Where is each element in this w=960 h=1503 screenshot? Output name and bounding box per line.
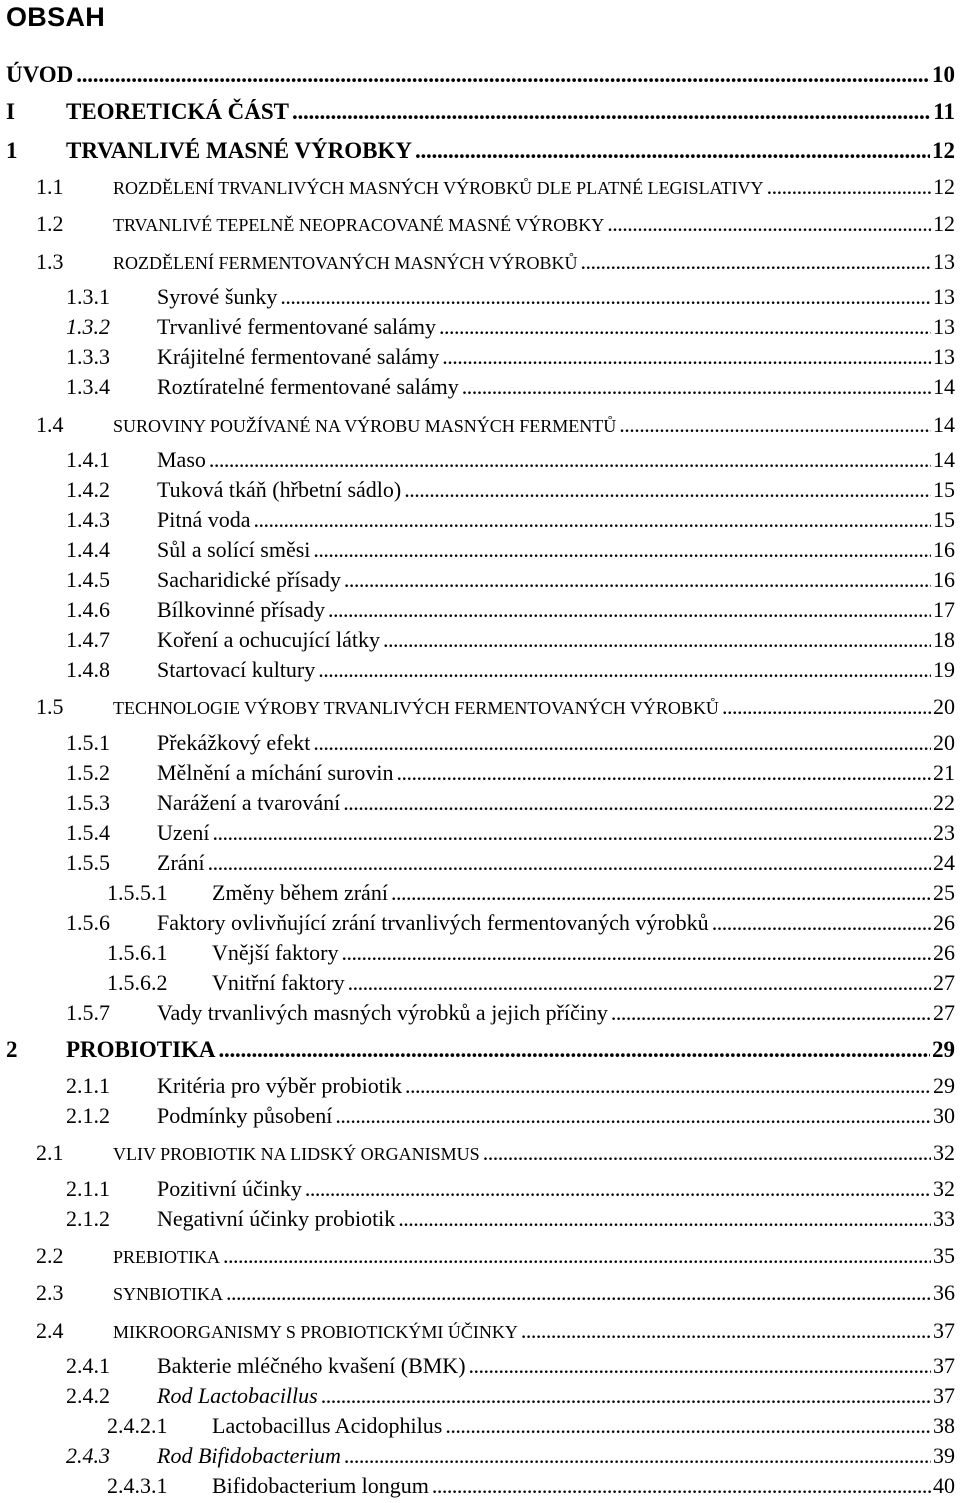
toc-entry-number: 2.3 [36, 1280, 64, 1305]
toc-entry [36, 1318, 955, 1345]
dot-leader [405, 1073, 931, 1099]
toc-entry [36, 1140, 955, 1167]
dot-leader [292, 99, 931, 125]
toc-entry-title: Faktory ovlivňující zrání trvanlivých fermentovaných výrobků [157, 910, 709, 935]
toc-entry [66, 477, 955, 503]
toc-entry-title: ROZDĚLENÍ FERMENTOVANÝCH MASNÝCH VÝROBKŮ [113, 253, 578, 273]
toc-entry-page: 15 [933, 477, 955, 502]
toc-entry-title: Vady trvanlivých masných výrobků a jejich příčiny [157, 1000, 608, 1025]
toc-entry-page: 27 [933, 1000, 955, 1025]
dot-leader [581, 249, 931, 275]
toc-entry [36, 694, 955, 721]
toc-entry-page: 11 [933, 99, 955, 124]
dot-leader [313, 537, 931, 563]
toc-entry-title: Maso [157, 447, 206, 472]
toc-entry-title: Kritéria pro výběr probiotik [157, 1073, 402, 1098]
dot-leader [383, 627, 931, 653]
toc-entry-page: 19 [933, 657, 955, 682]
dot-leader [469, 1353, 931, 1379]
toc-entry [66, 1103, 955, 1129]
dot-leader [254, 507, 932, 533]
dot-leader [521, 1318, 931, 1344]
toc-entry-title: TEORETICKÁ ČÁST [66, 99, 290, 124]
toc-entry-number: 1.5.3 [66, 790, 110, 815]
toc-entry-number: 2.4.3 [66, 1443, 110, 1468]
dot-leader [335, 1103, 931, 1129]
dot-leader [445, 1413, 931, 1439]
dot-leader [76, 62, 930, 88]
toc-entry [66, 507, 955, 533]
toc-entry [36, 412, 955, 439]
toc-entry-page: 14 [933, 374, 955, 399]
toc-entry [107, 1473, 955, 1499]
toc-entry-number: 1.5.4 [66, 820, 110, 845]
toc-entry-page: 12 [933, 174, 955, 199]
toc-entry-page: 38 [933, 1413, 955, 1438]
toc-entry-page: 13 [933, 314, 955, 339]
toc-entry-title: Startovací kultury [157, 657, 316, 682]
toc-entry [36, 211, 955, 238]
dot-leader [223, 1243, 931, 1269]
toc-entry-page: 36 [933, 1280, 955, 1305]
toc-entry [66, 820, 955, 846]
toc-entry-page: 20 [933, 694, 955, 719]
toc-entry-page: 17 [933, 597, 955, 622]
toc-entry [66, 790, 955, 816]
dot-leader [442, 344, 931, 370]
toc-entry-number: 2.4.2.1 [107, 1413, 168, 1438]
toc-entry [66, 1206, 955, 1232]
toc-entry-number: 2.1 [36, 1140, 64, 1165]
toc-entry-number: 1 [6, 138, 18, 163]
toc-entry [66, 537, 955, 563]
toc-entry-number: 2.1.1 [66, 1176, 110, 1201]
toc-entry-page: 29 [932, 1037, 955, 1062]
toc-entry-title: TRVANLIVÉ TEPELNĚ NEOPRACOVANÉ MASNÉ VÝROBKY [113, 215, 605, 235]
toc-entry-number: 1.4.2 [66, 477, 110, 502]
toc-entry-title: Rod Bifidobacterium [157, 1443, 341, 1468]
dot-leader [767, 174, 931, 200]
dot-leader [415, 138, 930, 164]
dot-leader [398, 1206, 931, 1232]
toc-entry-page: 16 [933, 567, 955, 592]
toc-entry-page: 40 [933, 1473, 955, 1498]
dot-leader [208, 850, 931, 876]
toc-entry-title: Lactobacillus Acidophilus [212, 1413, 443, 1438]
toc-entry-page: 37 [933, 1383, 955, 1408]
toc-entry-page: 33 [933, 1206, 955, 1231]
toc-entry [66, 1176, 955, 1202]
dot-leader [341, 940, 931, 966]
toc-entry-number: 2.1.2 [66, 1206, 110, 1231]
toc-entry-page: 12 [932, 138, 955, 163]
toc-entry-title: Podmínky působení [157, 1103, 333, 1128]
toc-entry [107, 970, 955, 996]
dot-leader [318, 657, 931, 683]
toc-entry-number: 1.5.6.1 [107, 940, 168, 965]
toc-entry [6, 1037, 955, 1063]
toc-entry-number: 1.4.6 [66, 597, 110, 622]
toc-entry-title: Negativní účinky probiotik [157, 1206, 396, 1231]
toc-entry [66, 1383, 955, 1409]
toc-entry-title: Bifidobacterium longum [212, 1473, 429, 1498]
toc-entry-title: Koření a ochucující látky [157, 627, 380, 652]
toc-entry-page: 23 [933, 820, 955, 845]
toc-entry [66, 447, 955, 473]
toc-entry-number: 1.4.7 [66, 627, 110, 652]
dot-leader [313, 730, 931, 756]
toc-entry-page: 15 [933, 507, 955, 532]
toc-entry-page: 26 [933, 910, 955, 935]
toc-entry-page: 32 [933, 1140, 955, 1165]
toc-entry-number: 1.3.2 [66, 314, 110, 339]
dot-leader [722, 694, 931, 720]
toc-entry-title: Syrové šunky [157, 284, 278, 309]
dot-leader [611, 1000, 931, 1026]
toc-entry-page: 22 [933, 790, 955, 815]
toc-entry [66, 314, 955, 340]
dot-leader [213, 820, 931, 846]
toc-entry-page: 14 [933, 447, 955, 472]
dot-leader [439, 314, 931, 340]
toc-entry [6, 62, 955, 88]
toc-entry [66, 1000, 955, 1026]
toc-entry-number: 2.1.2 [66, 1103, 110, 1128]
toc-entry-title: Uzení [157, 820, 210, 845]
toc-entry-number: 2.1.1 [66, 1073, 110, 1098]
toc-entry-title: Mělnění a míchání surovin [157, 760, 394, 785]
toc-entry-title: Bílkovinné přísady [157, 597, 326, 622]
toc-entry [66, 1443, 955, 1469]
toc-entry-page: 27 [933, 970, 955, 995]
toc-entry [107, 940, 955, 966]
page-title: OBSAH [6, 2, 106, 32]
toc-entry-number: 2 [6, 1037, 18, 1062]
dot-leader [219, 1037, 930, 1063]
toc-entry [6, 99, 955, 125]
dot-leader [305, 1176, 931, 1202]
toc-entry-number: 1.3.1 [66, 284, 110, 309]
toc-entry-title: Změny během zrání [212, 880, 388, 905]
toc-entry [66, 567, 955, 593]
toc-entry-title: MIKROORGANISMY S PROBIOTICKÝMI ÚČINKY [113, 1322, 518, 1342]
toc-entry-page: 20 [933, 730, 955, 755]
toc-entry-number: 1.4.8 [66, 657, 110, 682]
toc-entry-page: 13 [933, 284, 955, 309]
toc-entry-title: Bakterie mléčného kvašení (BMK) [157, 1353, 466, 1378]
toc-entry-number: 1.1 [36, 174, 64, 199]
toc-entry [66, 597, 955, 623]
toc-entry-number: 1.4.5 [66, 567, 110, 592]
toc-entry-page: 29 [933, 1073, 955, 1098]
dot-leader [483, 1140, 931, 1166]
toc-entry [107, 1413, 955, 1439]
toc-entry [66, 344, 955, 370]
toc-entry-title: Pitná voda [157, 507, 251, 532]
toc-entry [66, 657, 955, 683]
toc-entry-number: 1.5.6.2 [107, 970, 168, 995]
dot-leader [226, 1280, 931, 1306]
toc-entry-number: 1.5.1 [66, 730, 110, 755]
toc-entry-number: 2.4.2 [66, 1383, 110, 1408]
toc-entry-number: 1.5.6 [66, 910, 110, 935]
toc-entry-number: 1.5 [36, 694, 64, 719]
toc-entry-number: 1.4.3 [66, 507, 110, 532]
toc-entry [6, 138, 955, 164]
toc-entry-title: Zrání [157, 850, 205, 875]
toc-entry-title: ROZDĚLENÍ TRVANLIVÝCH MASNÝCH VÝROBKŮ DLE PLATNÉ LEGISLATIVY [113, 178, 764, 198]
toc-entry-page: 25 [933, 880, 955, 905]
toc-entry [66, 730, 955, 756]
toc-entry-title: Trvanlivé fermentované salámy [157, 314, 436, 339]
toc-entry-title: Rod Lactobacillus [157, 1383, 318, 1408]
dot-leader [391, 880, 931, 906]
toc-entry-title: Sacharidické přísady [157, 567, 341, 592]
toc-entry-title: SUROVINY POUŽÍVANÉ NA VÝROBU MASNÝCH FERMENTŮ [113, 416, 617, 436]
toc-entry-page: 13 [933, 344, 955, 369]
dot-leader [432, 1473, 931, 1499]
toc-entry [36, 174, 955, 201]
toc-entry-number: 1.5.5.1 [107, 880, 168, 905]
toc-entry-title: VLIV PROBIOTIK NA LIDSKÝ ORGANISMUS [113, 1144, 480, 1164]
toc-entry-page: 13 [933, 249, 955, 274]
toc-entry-number: 1.5.7 [66, 1000, 110, 1025]
toc-entry-page: 35 [933, 1243, 955, 1268]
toc-entry-title: Vnitřní faktory [212, 970, 345, 995]
toc-entry [66, 284, 955, 310]
dot-leader [712, 910, 931, 936]
toc-entry-title: Pozitivní účinky [157, 1176, 302, 1201]
toc-entry-page: 24 [933, 850, 955, 875]
toc-entry [66, 760, 955, 786]
toc-entry [36, 1280, 955, 1307]
dot-leader [344, 567, 931, 593]
toc-entry [66, 374, 955, 400]
toc-entry-title: SYNBIOTIKA [113, 1284, 223, 1304]
toc-entry-title: ÚVOD [6, 62, 74, 87]
toc-entry-number: 1.4.4 [66, 537, 110, 562]
toc-entry-number: 1.3 [36, 249, 64, 274]
toc-entry-number: 2.4 [36, 1318, 64, 1343]
dot-leader [607, 211, 931, 237]
toc-entry-page: 39 [933, 1443, 955, 1468]
toc-entry-title: TRVANLIVÉ MASNÉ VÝROBKY [66, 138, 412, 163]
toc-entry-number: 2.4.1 [66, 1353, 110, 1378]
dot-leader [280, 284, 931, 310]
dot-leader [321, 1383, 931, 1409]
toc-entry [66, 1073, 955, 1099]
dot-leader [619, 412, 931, 438]
toc-entry-page: 37 [933, 1353, 955, 1378]
toc-entry-number: 2.2 [36, 1243, 64, 1268]
toc-entry-number: 1.5.2 [66, 760, 110, 785]
toc-entry [66, 910, 955, 936]
toc-entry-number: I [6, 99, 15, 124]
dot-leader [396, 760, 931, 786]
toc-entry-number: 1.5.5 [66, 850, 110, 875]
toc-entry-title: Překážkový efekt [157, 730, 311, 755]
toc-entry-number: 2.4.3.1 [107, 1473, 168, 1498]
dot-leader [462, 374, 931, 400]
toc-entry [66, 850, 955, 876]
toc-entry [36, 249, 955, 276]
toc-entry-page: 16 [933, 537, 955, 562]
toc-entry-title: Vnější faktory [212, 940, 339, 965]
dot-leader [348, 970, 931, 996]
toc-entry [36, 1243, 955, 1270]
dot-leader [209, 447, 931, 473]
dot-leader [328, 597, 931, 623]
toc-entry-page: 10 [932, 62, 955, 87]
toc-entry-title: PREBIOTIKA [113, 1247, 220, 1267]
toc-entry-number: 1.2 [36, 211, 64, 236]
toc-entry-page: 21 [933, 760, 955, 785]
toc-entry-page: 12 [933, 211, 955, 236]
toc-entry-title: Krájitelné fermentované salámy [157, 344, 440, 369]
dot-leader [344, 1443, 931, 1469]
toc-entry-number: 1.3.4 [66, 374, 110, 399]
toc-entry [107, 880, 955, 906]
toc-entry-page: 37 [933, 1318, 955, 1343]
dot-leader [343, 790, 931, 816]
toc-entry-number: 1.3.3 [66, 344, 110, 369]
toc-entry-title: Tuková tkáň (hřbetní sádlo) [157, 477, 402, 502]
toc-entry-title: Narážení a tvarování [157, 790, 341, 815]
toc-entry-page: 32 [933, 1176, 955, 1201]
toc-entry-title: TECHNOLOGIE VÝROBY TRVANLIVÝCH FERMENTOVANÝCH VÝROBKŮ [113, 698, 719, 718]
toc-entry-page: 26 [933, 940, 955, 965]
toc-entry-title: Roztíratelné fermentované salámy [157, 374, 459, 399]
toc-entry-title: Sůl a solící směsi [157, 537, 311, 562]
dot-leader [404, 477, 931, 503]
toc-entry [66, 627, 955, 653]
toc-entry-number: 1.4.1 [66, 447, 110, 472]
toc-entry-page: 14 [933, 412, 955, 437]
toc-entry-title: PROBIOTIKA [66, 1037, 216, 1062]
toc-entry-page: 18 [933, 627, 955, 652]
toc-entry [66, 1353, 955, 1379]
toc-entry-number: 1.4 [36, 412, 64, 437]
toc-entry-page: 30 [933, 1103, 955, 1128]
